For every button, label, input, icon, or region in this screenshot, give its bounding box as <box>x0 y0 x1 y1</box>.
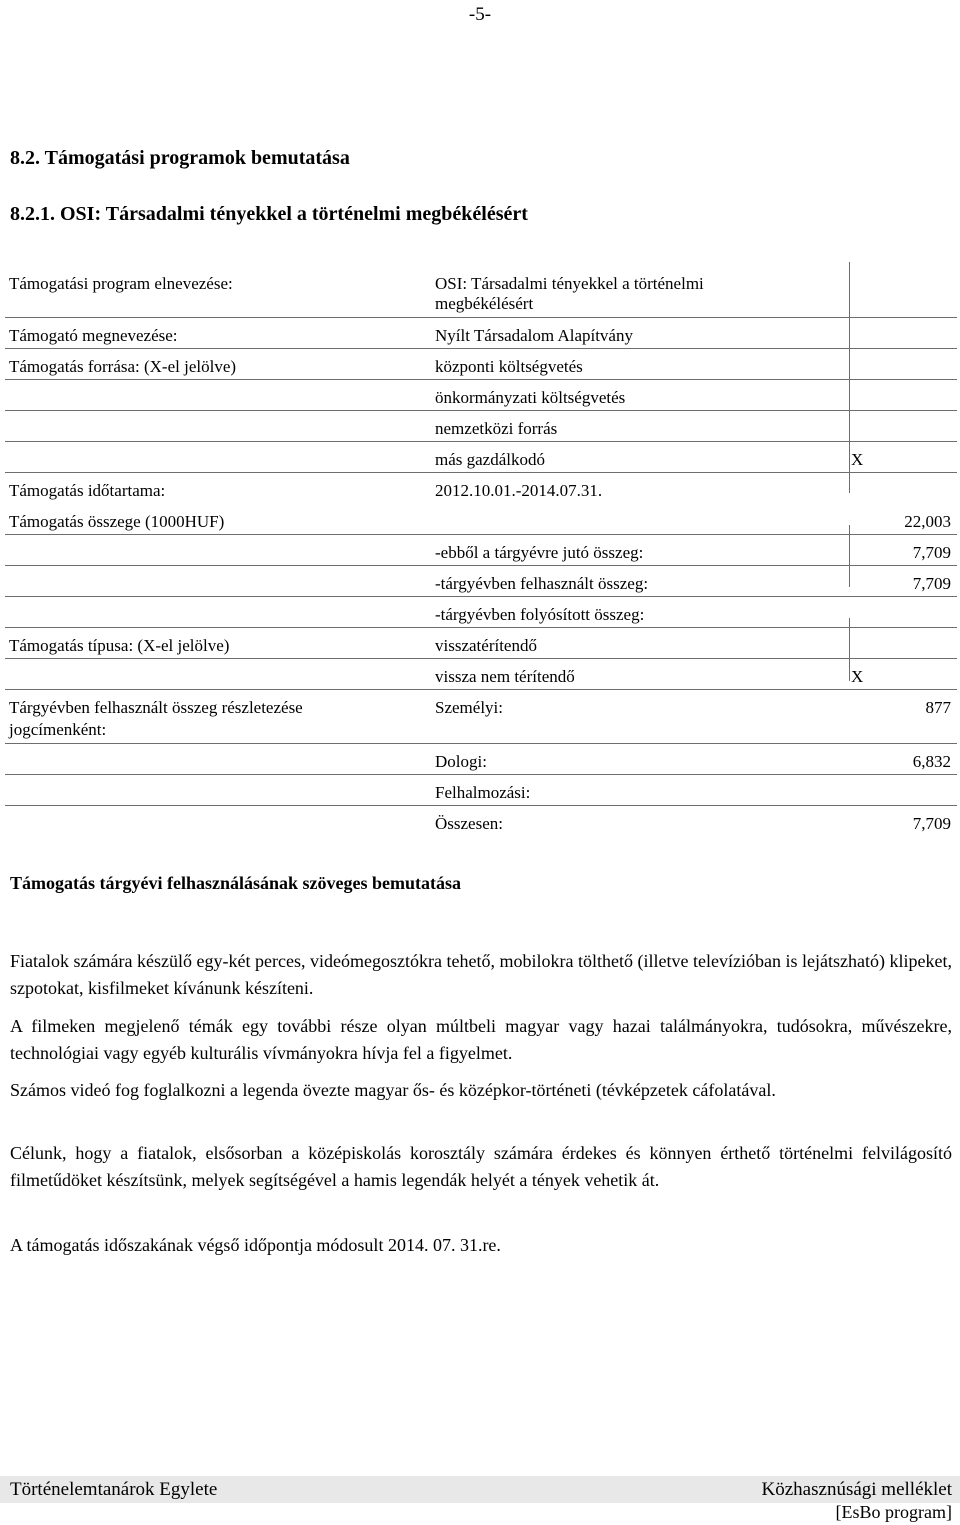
breakdown-row-value: 877 <box>925 698 951 717</box>
program-name-value-line1: OSI: Társadalmi tényekkel a történelmi <box>435 274 704 293</box>
breakdown-row-value: 6,832 <box>912 752 951 771</box>
breakdown-row-label: Felhalmozási: <box>435 783 531 802</box>
table-row <box>5 317 957 349</box>
type-option: vissza nem térítendő <box>435 667 575 686</box>
section-title: Támogatás tárgyévi felhasználásának szöveges bemutatása <box>10 873 461 893</box>
breakdown-label-line1: Tárgyévben felhasznált összeg részletezése <box>9 698 303 717</box>
type-option: visszatérítendő <box>435 636 537 655</box>
table-row <box>5 596 957 628</box>
table-row <box>5 627 957 659</box>
breakdown-row-label: Összesen: <box>435 814 503 833</box>
program-name-label: Támogatási program elnevezése: <box>9 274 233 293</box>
table-row <box>5 441 957 473</box>
table-row <box>5 805 957 835</box>
source-option: központi költségvetés <box>435 357 583 376</box>
duration-value: 2012.10.01.-2014.07.31. <box>435 481 603 500</box>
footer-program: [EsBo program] <box>835 1502 952 1522</box>
amount-row-label: -tárgyévben folyósított összeg: <box>435 605 645 624</box>
supporter-value: Nyílt Társadalom Alapítvány <box>435 326 633 345</box>
footer-organization: Történelemtanárok Egylete <box>10 1479 218 1500</box>
table-row <box>5 348 957 380</box>
paragraph: A filmeken megjelenő témák egy további része olyan múltbeli magyar vagy hazai találmányokra, tudósokra, művészekre, technológiai vagy egyéb kulturális vívmányokra hívja fel a figyelmet. <box>10 1016 952 1063</box>
paragraph: Célunk, hogy a fiatalok, elsősorban a középiskolás korosztály számára érdekes és könnyen érthető történelmi felvilágosító filmetűdöket készítsünk, melyek segítségével a hamis legendák helyét a tények vehetik át. <box>10 1143 952 1190</box>
table-row <box>5 743 957 775</box>
duration-label: Támogatás időtartama: <box>9 481 166 500</box>
supporter-label: Támogató megnevezése: <box>9 326 178 345</box>
table-row <box>5 472 957 503</box>
program-name-value-line2: megbékélésért <box>435 294 534 313</box>
table-row <box>5 503 957 535</box>
amount-row-value: 7,709 <box>912 574 951 593</box>
type-label: Támogatás típusa: (X-el jelölve) <box>9 636 230 655</box>
amount-total: 22,003 <box>904 512 951 531</box>
page-number: -5- <box>468 4 492 25</box>
breakdown-row-label: Személyi: <box>435 698 503 717</box>
source-option: önkormányzati költségvetés <box>435 388 626 407</box>
table-row <box>5 774 957 806</box>
table-row <box>5 379 957 411</box>
table-row <box>5 689 957 744</box>
table-row <box>5 262 957 318</box>
amount-row-label: -tárgyévben felhasznált összeg: <box>435 574 649 593</box>
table-row <box>5 565 957 597</box>
subsection-heading: 8.2.1. OSI: Társadalmi tényekkel a történelmi megbékélésért <box>10 203 528 225</box>
table-row <box>5 410 957 442</box>
support-data-table <box>5 262 957 835</box>
source-mark: X <box>851 450 864 469</box>
paragraph: A támogatás időszakának végső időpontja módosult 2014. 07. 31.re. <box>10 1235 501 1255</box>
source-option: nemzetközi forrás <box>435 419 558 438</box>
section-heading: 8.2. Támogatási programok bemutatása <box>10 147 350 169</box>
amount-row-label: -ebből a tárgyévre jutó összeg: <box>435 543 644 562</box>
paragraph: Számos videó fog foglalkozni a legenda övezte magyar ős- és középkor-történeti (tévképzetek cáfolatával. <box>10 1080 776 1100</box>
footer-bar <box>0 1476 960 1503</box>
type-mark: X <box>851 667 864 686</box>
source-label: Támogatás forrása: (X-el jelölve) <box>9 357 237 376</box>
breakdown-row-value: 7,709 <box>912 814 951 833</box>
source-option: más gazdálkodó <box>435 450 545 469</box>
breakdown-label-line2: jogcímenként: <box>9 720 107 739</box>
footer-document-type: Közhasznúsági melléklet <box>761 1479 952 1500</box>
breakdown-row-label: Dologi: <box>435 752 487 771</box>
amount-row-value: 7,709 <box>912 543 951 562</box>
paragraph: Fiatalok számára készülő egy-két perces, videómegosztókra tehető, mobilokra tölthető (illetve televízióban is lejátszható) klipeket, szpotokat, kisfilmeket kívánunk készíteni. <box>10 951 952 998</box>
amount-label: Támogatás összege (1000HUF) <box>9 512 225 531</box>
table-row <box>5 658 957 690</box>
table-row <box>5 534 957 566</box>
